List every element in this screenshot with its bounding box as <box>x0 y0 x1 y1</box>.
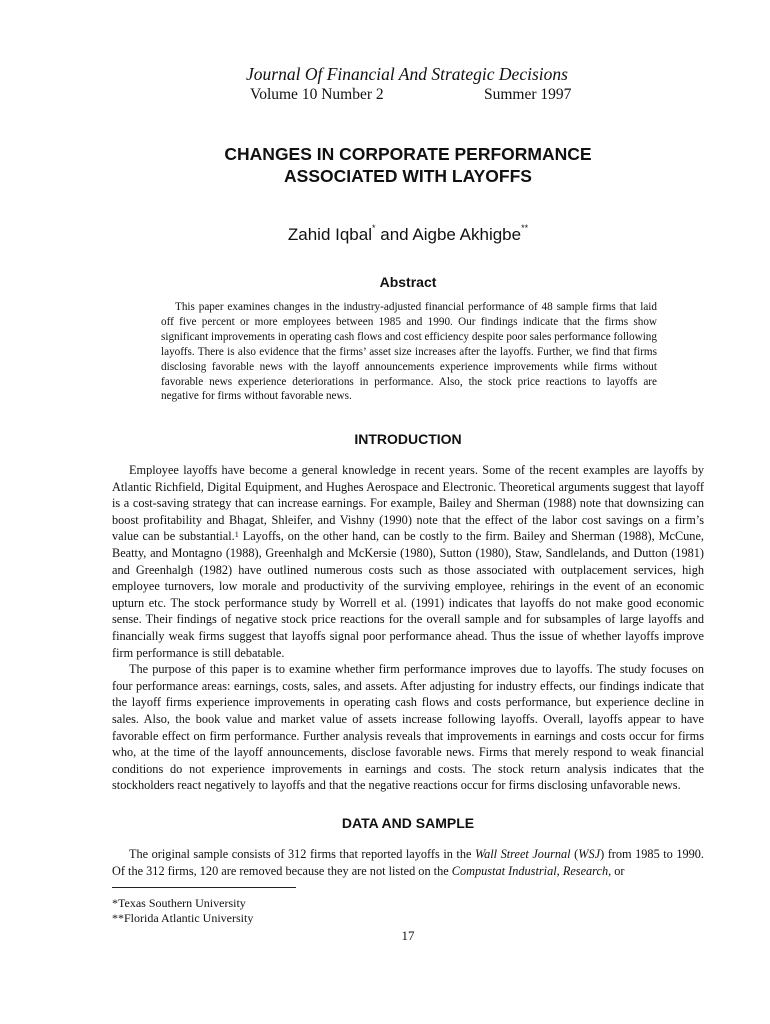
footnote-affiliation-2: **Florida Atlantic University <box>112 911 254 925</box>
data-sample-paragraph <box>112 846 704 879</box>
introduction-p1-text-a: Employee layoffs have become a general knowledge in recent years. Some of the recent examples are layoffs by Atlantic Richfield, Digital Equipment, and Hughes Aerospace and Electronic. Theoretical arguments suggest that layoff is a cost-saving strategy that can increase earnings. For example, Bailey and Sherman (1988) note that downsizing can boost profitability and Bhagat, Shleifer, and Vishny (1990) note that the effect of the labor cost savings on a firm’s value can be substantial. <box>112 463 704 544</box>
introduction-paragraph-2: The purpose of this paper is to examine whether firm performance improves due to layoffs. The study focuses on four performance areas: earnings, costs, sales, and assets. After adjusting for industry effects, our findings indicate that the layoff firms experience improvements in operating cash flows and costs performance, but experience decline in sales. Also, the book value and market value of assets increase following layoffs. Overall, layoffs appear to have favorable effect on firm performance. Further analysis reveals that improvements in earnings and costs occur for firms who, at the time of the layoff announcements, disclose favorable news. Firms that merely respond to weak financial conditions do not experience improvements in earnings and costs. The stock return analysis indicates that the stockholders react negatively to layoffs and that the negative reactions occur for firms disclosing unfavorable news. <box>112 662 704 793</box>
introduction-heading: INTRODUCTION <box>354 431 462 447</box>
introduction-p1-text-b: Layoffs, on the other hand, can be costly to the firm. Bailey and Sherman (1988), McCune, Beatty, and Montagno (1988), Greenhalgh and McKersie (1980), Sutton (1980), Staw, Sandlelands, and Dutton (1981) and Greenhalgh (1982) have outlined numerous costs such as those associated with outplacement services, high employee turnovers, low morale and productivity of the surviving employee, rehirings in the event of an economic upturn etc. The stock performance study by Worrell et al. (1991) indicates that layoffs do not make good economic sense. Their findings of negative stock price reactions for the overall sample and for subsamples of large layoffs and financially weak firms suggest that layoffs signal poor performance ahead. Thus the issue of whether layoffs improve firm performance is still debatable. <box>112 529 704 660</box>
journal-title: Journal Of Financial And Strategic Decisions <box>246 64 568 84</box>
abstract-heading: Abstract <box>379 274 437 290</box>
journal-volume: Volume 10 Number 2 <box>250 86 384 103</box>
wsj-abbreviation: WSJ <box>578 847 601 861</box>
author-join: and <box>375 225 413 244</box>
wsj-name: Wall Street Journal <box>474 847 571 861</box>
data-sample-text-5: , or <box>608 863 625 878</box>
footnote-marker-1: 1 <box>234 530 239 540</box>
abstract-text: This paper examines changes in the industry-adjusted financial performance of 48 sample firms that laid off five percent or more employees between 1985 and 1990. Our findings indicate that the firms show significant improvements in operating cash flows and cost efficiency despite poor sales performance following layoffs. There is also evidence that the firms’ asset size increases after the layoffs. Further, we find that firms disclosing favorable news with the layoff announcements experience improvements while firms without favorable news experience deteriorations in performance. Also, the stock price reactions to layoffs are negative for firms without favorable news. <box>161 301 657 403</box>
footnote-divider <box>112 887 296 888</box>
data-sample-text-1: The original sample consists of 312 firms that reported layoffs in the <box>129 847 475 861</box>
data-sample-text-2: ( <box>570 847 579 861</box>
compustat-industrial: Compustat Industrial <box>451 863 557 878</box>
journal-season: Summer 1997 <box>484 86 572 103</box>
paper-title-line-1: CHANGES IN CORPORATE PERFORMANCE <box>224 144 592 164</box>
paper-title <box>0 143 770 187</box>
paper-title-line-2: ASSOCIATED WITH LAYOFFS <box>284 166 532 186</box>
footnotes <box>112 896 253 926</box>
author-2-affiliation-mark: ** <box>521 223 529 233</box>
author-2: Aigbe Akhigbe <box>412 225 522 244</box>
data-sample-body <box>112 846 704 879</box>
data-sample-heading: DATA AND SAMPLE <box>341 815 475 831</box>
authors <box>0 225 770 245</box>
introduction-paragraph-1 <box>112 462 704 661</box>
author-1: Zahid Iqbal <box>287 225 372 244</box>
author-1-affiliation-mark: * <box>372 223 376 233</box>
data-sample-text-3: ) from 1985 to 1990. Of the 312 firms, 120 are removed because they are not listed on the <box>112 847 704 878</box>
introduction-body <box>112 462 704 794</box>
page-number: 17 <box>401 928 415 943</box>
research-file: Research <box>562 863 609 878</box>
footnote-affiliation-1: *Texas Southern University <box>112 896 246 910</box>
data-sample-text-4: , <box>556 863 563 878</box>
